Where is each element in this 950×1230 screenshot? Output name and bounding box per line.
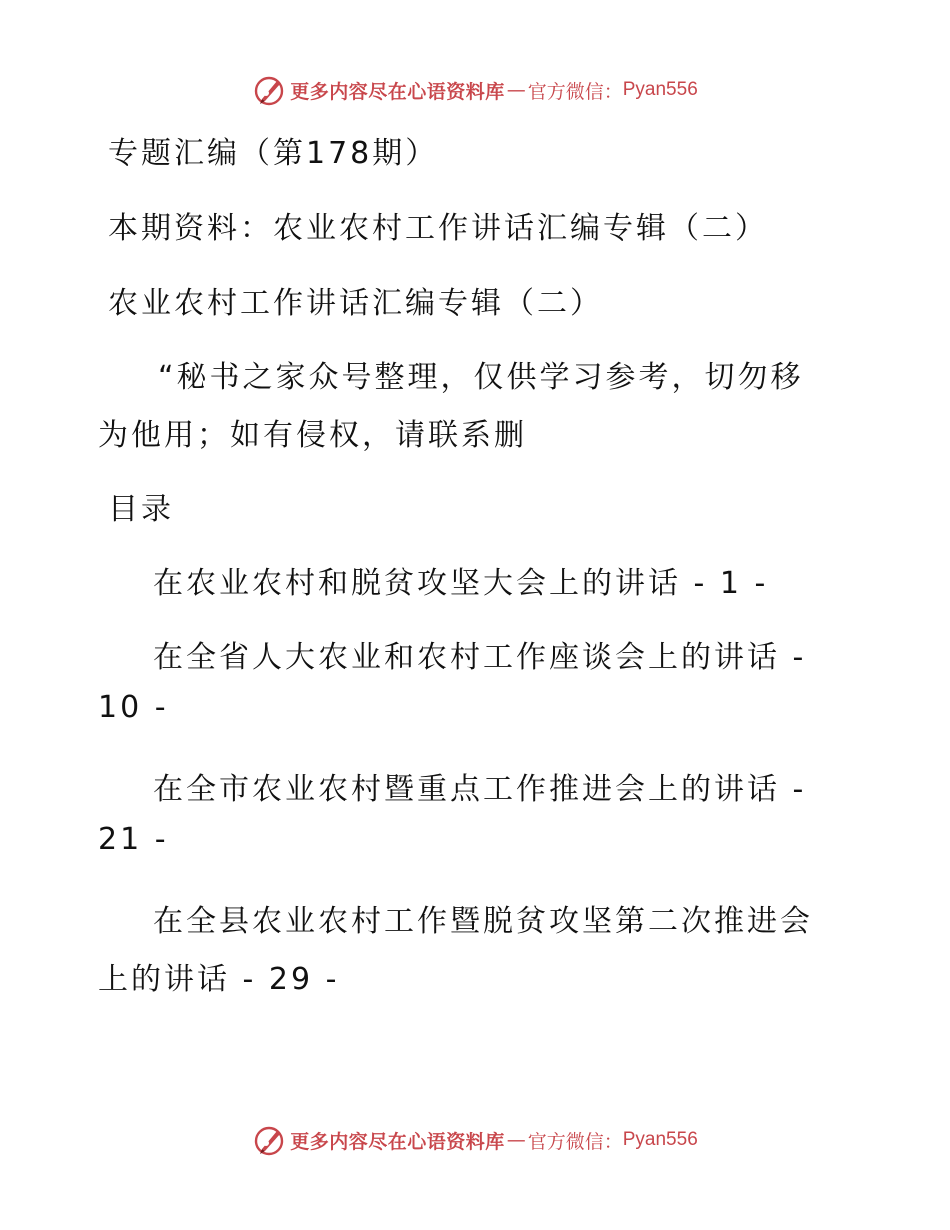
notice-line-1: “秘书之家众号整理，仅供学习参考，切勿移 [158, 360, 804, 395]
notice-line-2: 为他用；如有侵权，请联系删 [98, 418, 527, 453]
toc-entry-4[interactable]: 在全县农业农村工作暨脱贫攻坚第二次推进会 [153, 904, 813, 939]
toc-entry-3[interactable]: 在全市农业农村暨重点工作推进会上的讲话 - [153, 772, 807, 807]
banner-wechat-id: Pyan556 [622, 1129, 698, 1150]
banner-label: 官方微信： [527, 1130, 623, 1153]
banner-wechat-id: Pyan556 [622, 79, 698, 100]
banner-dash: — [506, 79, 526, 101]
footer-banner [0, 1120, 950, 1160]
toc-heading: 目录 [108, 492, 174, 527]
banner-label: 官方微信： [527, 80, 623, 103]
document-title: 农业农村工作讲话汇编专辑（二） [108, 286, 603, 321]
toc-entry-3-page[interactable]: 21 - [98, 822, 169, 857]
banner-text: 更多内容尽在心语资料库 [290, 80, 505, 103]
issue-info: 本期资料：农业农村工作讲话汇编专辑（二） [108, 211, 768, 246]
pen-logo-icon [252, 73, 286, 107]
banner-text: 更多内容尽在心语资料库 [290, 1130, 505, 1153]
banner-dash: — [506, 1129, 526, 1151]
toc-entry-1[interactable]: 在农业农村和脱贫攻坚大会上的讲话 - 1 - [153, 566, 769, 601]
toc-entry-2-page[interactable]: 10 - [98, 690, 169, 725]
series-title: 专题汇编（第178期） [108, 136, 439, 171]
toc-entry-2[interactable]: 在全省人大农业和农村工作座谈会上的讲话 - [153, 640, 807, 675]
header-banner [0, 70, 950, 110]
pen-logo-icon [252, 1123, 286, 1157]
toc-entry-4-page[interactable]: 上的讲话 - 29 - [98, 962, 340, 997]
